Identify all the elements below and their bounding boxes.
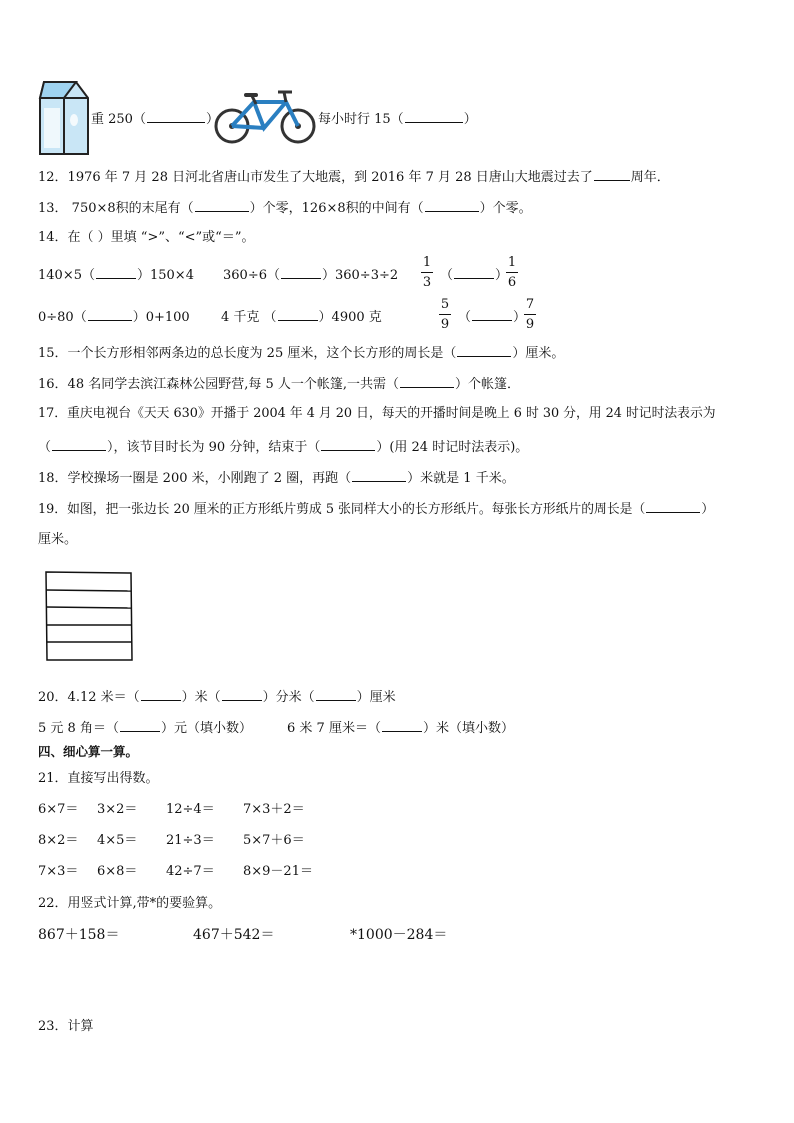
milk-carton-image [36, 78, 92, 158]
answer-blank[interactable] [457, 344, 511, 357]
answer-blank[interactable] [400, 375, 454, 388]
section-heading: 四、细心算一算。 [38, 744, 139, 759]
question-18: 18．学校操场一圈是 200 米，小刚跑了 2 圈，再跑（ ）米就是 1 千米。 [38, 471, 515, 486]
question-12: 12．1976 年 7 月 28 日河北省唐山市发生了大地震，到 2016 年 7 月 28 日唐山大地震过去了 周年． [38, 170, 670, 185]
answer-blank[interactable] [594, 168, 630, 181]
mental-math-item: 42÷7＝ [166, 864, 215, 879]
answer-blank[interactable] [278, 308, 318, 321]
mental-math-item: 6×8＝ [97, 864, 138, 879]
answer-blank[interactable] [88, 308, 132, 321]
answer-blank[interactable] [352, 469, 406, 482]
answer-blank[interactable] [141, 688, 181, 701]
square-paper-figure [44, 570, 134, 662]
answer-blank[interactable] [425, 199, 479, 212]
mental-math-item: 7×3＋2＝ [243, 802, 305, 817]
mental-math-item: 21÷3＝ [166, 833, 215, 848]
question-21-title: 21．直接写出得数。 [38, 771, 159, 786]
mental-math-item: 8×9－21＝ [243, 864, 313, 879]
question-22-title: 22．用竖式计算,带*的要验算。 [38, 896, 222, 911]
bicycle-image [212, 84, 318, 146]
answer-blank[interactable] [281, 266, 321, 279]
answer-blank[interactable] [222, 688, 262, 701]
answer-blank[interactable] [472, 308, 512, 321]
calc-item: 867＋158＝ [38, 927, 120, 943]
mental-math-item: 3×2＝ [97, 802, 138, 817]
answer-blank[interactable] [321, 438, 375, 451]
question-13: 13． 750×8积的末尾有（ ）个零，126×8积的中间有（ ）个零。 [38, 201, 532, 216]
calc-item: *1000－284＝ [350, 927, 448, 943]
mental-math-item: 4×5＝ [97, 833, 138, 848]
answer-blank[interactable] [96, 266, 136, 279]
answer-blank[interactable] [52, 438, 106, 451]
answer-blank[interactable] [147, 110, 205, 123]
fraction: 7 9 [525, 297, 535, 332]
mental-math-item: 6×7＝ [38, 802, 79, 817]
answer-blank[interactable] [382, 719, 422, 732]
answer-blank[interactable] [316, 688, 356, 701]
answer-blank[interactable] [195, 199, 249, 212]
fraction: 1 3 [422, 255, 432, 290]
mental-math-item: 12÷4＝ [166, 802, 215, 817]
question-19: 19．如图，把一张边长 20 厘米的正方形纸片剪成 5 张同样大小的长方形纸片。每张长方形纸片的周长是（ ） [38, 502, 715, 517]
question-23-title: 23．计算 [38, 1019, 94, 1034]
fraction: 1 6 [507, 255, 517, 290]
fraction: 5 9 [440, 297, 450, 332]
mental-math-item: 8×2＝ [38, 833, 79, 848]
answer-blank[interactable] [454, 266, 494, 279]
answer-blank[interactable] [120, 719, 160, 732]
question-17: 17．重庆电视台《天天 630》开播于 2004 年 4 月 20 日，每天的开播时间是晚上 6 时 30 分，用 24 时记时法表示为 [38, 406, 716, 421]
answer-blank[interactable] [405, 110, 463, 123]
milk-text: 重 250（ [91, 112, 146, 127]
calc-item: 467＋542＝ [193, 927, 275, 943]
bike-text: 每小时行 15（ [318, 112, 404, 127]
answer-blank[interactable] [646, 500, 700, 513]
question-15: 15．一个长方形相邻两条边的总长度为 25 厘米，这个长方形的周长是（ ）厘米。 [38, 346, 565, 361]
question-14-title: 14．在（ ）里填 “>”、“<”或“＝”。 [38, 230, 255, 245]
mental-math-item: 5×7＋6＝ [243, 833, 305, 848]
question-20: 20．4.12 米＝（ ）米（ ）分米（ ）厘米 [38, 690, 396, 705]
question-16: 16．48 名同学去滨江森林公园野营,每 5 人一个帐篷,一共需（ ）个帐篷． [38, 377, 521, 392]
mental-math-item: 7×3＝ [38, 864, 79, 879]
